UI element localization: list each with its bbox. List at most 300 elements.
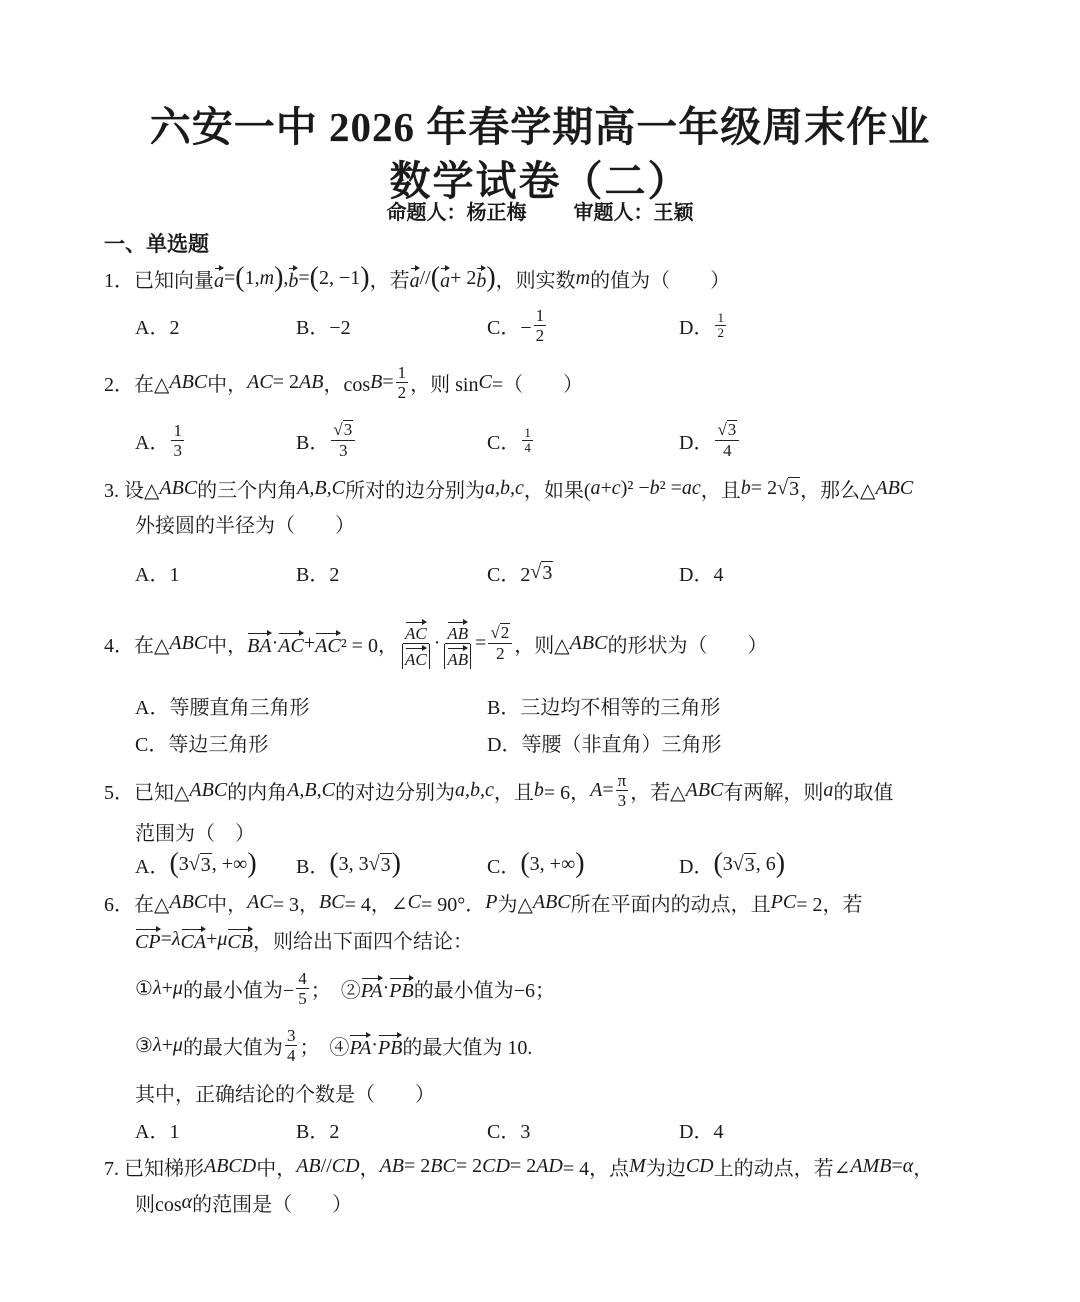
text: ，如果( [523,479,591,502]
math-var: λ [171,927,181,950]
math-var: ABC [169,631,208,654]
sqrt [530,561,553,584]
text: 的最小值为−6； [413,979,555,1002]
answer-option[interactable] [679,552,723,592]
text: 3 [286,1025,296,1045]
math-var: ABC [875,476,914,499]
text: 3 [178,852,189,875]
text: 的取值 [833,781,894,804]
text: + [600,476,612,499]
text: 1．已知向量 [104,269,214,292]
text: = 2 [272,370,300,393]
text: ，若 [369,269,410,292]
text: 3 [173,440,182,460]
answer-option[interactable] [296,1109,339,1149]
math-var: μ [172,976,183,999]
text: 的形状为（ ） [607,634,768,657]
text: = 6， [543,781,591,804]
answer-option[interactable] [296,305,351,345]
text: 中， [207,373,248,396]
text: ，则 sin [410,373,479,396]
text: =（ ） [491,373,584,396]
math-var: AD [536,1154,563,1177]
text: 其中，正确结论的个数是（ ） [135,1083,435,1106]
text: 范围为（ ） [135,822,255,845]
answer-option[interactable] [135,305,179,345]
denominator [534,326,547,345]
math-var: α [902,1154,914,1177]
radicand: 3 [789,477,800,500]
text: B．2 [296,563,340,586]
text: 1 [717,309,724,325]
question-line [135,1025,532,1065]
denominator [296,989,309,1008]
text: , +∞ [211,852,248,875]
numerator [488,623,512,644]
math-var: CD [331,1154,360,1177]
text: = [160,927,172,950]
text: ² = 0， [340,634,398,657]
math-var: a [823,778,834,801]
vector: AB [447,644,468,669]
text: 为△ [497,893,533,916]
text: 中， [256,1157,297,1180]
text: 4 [286,1045,296,1065]
denominator [285,1046,298,1065]
text: 3, 3 [338,852,369,875]
numerator [403,618,429,644]
numerator [534,306,547,326]
fraction [488,623,512,663]
answer-option[interactable] [135,1109,179,1149]
text: + 2 [450,266,477,289]
text: = [224,266,236,289]
question-line [135,968,555,1008]
answer-option[interactable] [135,685,309,725]
text: 5．已知△ [104,781,190,804]
math-var: a,b,c [454,778,494,801]
paren: ( [235,262,245,293]
question-line [104,770,893,810]
numerator [171,421,184,441]
fraction [616,771,629,810]
text: 3 [617,790,627,810]
text: · [271,631,279,654]
text: 的范围是（ ） [192,1193,353,1216]
text: = [602,778,614,801]
text: ，则给出下面四个结论： [252,930,473,953]
text: = [475,631,487,654]
math-var: A,B,C [287,778,335,801]
paren: ( [309,262,319,293]
answer-option[interactable] [135,844,257,884]
text: = 4，点 [562,1157,630,1180]
text: = [298,266,310,289]
vector: BA [247,629,271,658]
text: 2, −1 [319,266,361,289]
vector: PA [349,1031,371,1060]
text: = 2 [455,1154,483,1177]
text: = [382,370,394,393]
answer-option[interactable] [135,420,186,460]
vector: AC [278,629,304,658]
math-var: ABCD [204,1154,257,1177]
denominator [396,383,409,402]
question-line [135,503,355,543]
math-var: a,b,c [484,476,524,499]
math-var: AB [379,1154,405,1177]
denominator [715,326,726,340]
radical-sign: √ [333,420,343,440]
denominator [337,441,350,460]
reviewer: 审题人：王颖 [573,200,694,224]
math-var: μ [217,927,228,950]
text: D． [679,855,714,878]
fraction [171,421,184,460]
answer-option[interactable] [135,552,179,592]
text: D． [679,316,714,339]
denominator [400,644,432,669]
paren: ( [329,848,339,879]
answer-option[interactable] [679,1109,723,1149]
paren: ) [360,262,370,293]
text: = 4，∠ [344,893,408,916]
text: A． [135,431,170,454]
denominator [494,644,507,663]
text: ² = [659,476,682,499]
vector-norm [402,644,430,669]
text: 2 [535,325,545,345]
text: + [303,631,316,654]
text: B． [296,855,330,878]
text: // [419,266,431,289]
paren: ( [713,848,723,879]
vector: a [440,264,450,293]
vector: PA [361,974,383,1003]
math-var: AMB [850,1154,892,1177]
math-var: μ [172,1033,183,1056]
vector: PB [378,1031,402,1060]
text: 的对边分别为 [334,781,455,804]
text: + [161,1033,173,1056]
text: ，且 [700,479,741,502]
text: · [371,1033,378,1056]
text: C． [487,855,521,878]
text: 1 [397,362,407,382]
math-var: ABC [532,890,571,913]
text: B． [296,431,330,454]
answer-option[interactable] [487,305,548,345]
text: C．3 [487,1120,531,1143]
numerator [715,311,726,326]
text: = 90°． [420,893,486,916]
author: 命题人：杨正梅 [386,200,527,224]
paren: ) [575,848,585,879]
text: + [206,927,218,950]
text: 上的动点，若∠ [713,1157,851,1180]
math-var: BC [319,890,345,913]
vector: CP [135,925,161,954]
text: 2 [397,382,407,402]
text: ； ④ [299,1036,350,1059]
answer-option[interactable] [135,722,268,762]
numerator [522,426,533,441]
text: 中， [207,634,248,657]
answer-option[interactable] [296,552,339,592]
vector: PB [389,974,413,1003]
text: 1 [535,305,545,325]
text: 所在平面内的动点，且 [570,893,771,916]
text: 7. 已知梯形 [104,1157,204,1180]
denominator [721,441,734,460]
radical-sign: √ [530,560,542,583]
text: A． [135,855,170,878]
question-line [104,468,913,508]
text: A．2 [135,316,180,339]
text: C．2 [487,563,531,586]
text: = 2 [750,476,778,499]
vector: CB [227,925,253,954]
text: 3 [722,852,733,875]
math-var: ABC [169,370,208,393]
fraction [534,306,547,345]
math-var: λ [152,976,162,999]
text: ， [359,1157,380,1180]
radicand: 3 [380,853,391,876]
question-line [104,258,730,298]
text: 5 [298,988,307,1008]
fraction [400,618,432,669]
text: C．等边三角形 [135,733,269,756]
answer-option[interactable] [679,420,741,460]
answer-option[interactable] [487,1109,530,1149]
math-var: b [649,476,660,499]
math-var: C [478,370,492,393]
vector: AB [447,618,468,643]
math-var: λ [152,1033,162,1056]
text: ，那么△ [800,479,876,502]
paren: ) [247,848,257,879]
exam-authors [0,196,1080,225]
answer-option[interactable] [679,844,785,884]
text: 有两解，则 [723,781,824,804]
text: · [433,631,441,654]
math-var: ABC [169,890,208,913]
text: 外接圆的半径为（ ） [135,514,355,537]
exam-title: 六安一中 2026 年春学期高一年级周末作业 [149,104,931,150]
answer-option[interactable] [487,844,585,884]
text: 2．在△ [104,373,170,396]
answer-option[interactable] [679,305,728,345]
math-var: a [590,476,601,499]
text: D． [679,431,714,454]
math-var: ABC [189,778,228,801]
text: 3. 设△ [104,479,160,502]
text: A．等腰直角三角形 [135,696,310,719]
sqrt [333,420,353,440]
vector: a [410,264,420,293]
fraction [715,420,739,460]
text: // [320,1154,332,1177]
text: 的内角 [227,781,288,804]
text: = 2 [509,1154,537,1177]
numerator [296,969,309,989]
text: + [161,976,173,999]
numerator [331,420,355,441]
answer-option[interactable] [296,420,357,460]
sqrt [490,623,510,643]
radical-sign: √ [368,852,380,875]
section-heading: 一、单选题 [104,232,209,256]
math-var: A [590,778,603,801]
fraction [285,1026,298,1065]
math-var: c [611,476,621,499]
question-line [104,1146,933,1186]
text: = 3， [272,893,320,916]
vector: b [476,264,486,293]
text: )² − [620,476,650,499]
vector: AC [405,644,427,669]
text: ，则实数 [495,269,576,292]
radical-sign: √ [717,420,727,440]
sqrt [717,420,737,440]
text: 3, +∞ [529,852,576,875]
paren: ) [486,262,496,293]
denominator [616,791,629,810]
vector: CA [181,925,207,954]
radicand: 3 [200,853,211,876]
text: = 2 [404,1154,431,1177]
text: = 2，若 [796,893,863,916]
radicand: 3 [343,420,353,440]
text: π [617,770,627,790]
paren: ) [274,262,284,293]
question-line [104,623,768,669]
text: , [283,266,289,289]
text: 中， [207,893,248,916]
text: D．4 [679,1120,724,1143]
fraction [331,420,355,460]
text: ① [135,977,153,1000]
radical-sign: √ [732,852,744,875]
text: 的最大值为 10. [402,1036,533,1059]
sqrt [777,477,800,500]
fraction [396,363,409,402]
math-var: B [370,370,383,393]
question-line [135,1182,352,1222]
text: 4．在△ [104,634,170,657]
radical-sign: √ [490,623,500,643]
vector: b [288,264,298,293]
text: 4 [723,440,732,460]
text: 的值为（ ） [590,269,731,292]
text: 则cos [135,1193,182,1216]
vector: AC [315,629,341,658]
math-var: AC [247,890,273,913]
radicand: 3 [542,561,553,584]
math-var: α [181,1190,193,1213]
text: 为边 [645,1157,686,1180]
paren: ( [520,848,530,879]
text: ③ [135,1034,153,1057]
math-var: M [629,1154,646,1177]
text: B．三边均不相等的三角形 [487,696,721,719]
answer-option[interactable] [487,552,553,592]
vector-norm [444,644,471,669]
denominator [522,441,533,455]
text: 4 [524,439,531,455]
math-var: ac [681,476,701,499]
math-var: b [740,476,751,499]
radicand: 2 [500,623,510,643]
numerator [616,771,629,791]
numerator [445,618,470,644]
text: 的最大值为 [182,1036,283,1059]
text: 的最小值为− [182,979,295,1002]
text: = [891,1154,903,1177]
numerator [396,363,409,383]
denominator [171,441,184,460]
fraction [296,969,309,1008]
paren: ) [391,848,401,879]
math-var: m [259,266,275,289]
text: 4 [298,968,307,988]
answer-option[interactable] [487,420,535,460]
math-var: AB [299,370,324,393]
text: 6．在△ [104,893,170,916]
answer-option[interactable] [296,844,401,884]
text: 1 [524,424,531,440]
question-line [104,362,583,402]
math-var: ABC [685,778,724,801]
math-var: CD [482,1154,510,1177]
text: D．4 [679,563,724,586]
text: 1, [244,266,260,289]
radicand: 3 [727,420,737,440]
text: D．等腰（非直角）三角形 [487,733,722,756]
text: 2 [717,324,724,340]
math-var: CD [685,1154,714,1177]
vector: a [214,264,224,293]
text: B．2 [296,1120,340,1143]
radical-sign: √ [188,852,200,875]
sqrt [369,853,392,876]
text: ，且 [493,781,534,804]
math-var: b [533,778,544,801]
sqrt [733,853,756,876]
math-var: PC [770,890,797,913]
math-var: ABC [159,476,198,499]
paren: ( [169,848,179,879]
math-var: AC [247,370,273,393]
text: 3 [339,440,348,460]
fraction [442,618,473,669]
sqrt [189,853,212,876]
radicand: 3 [744,853,755,876]
math-var: P [485,890,498,913]
numerator [285,1026,298,1046]
text: A．1 [135,563,180,586]
text: · [382,976,390,999]
answer-option[interactable] [487,685,720,725]
math-var: m [575,266,591,289]
text: A．1 [135,1120,180,1143]
text: ， [913,1157,934,1180]
text: 2 [496,643,505,663]
text: B．−2 [296,316,351,339]
answer-option[interactable] [487,722,721,762]
question-line [135,1072,435,1112]
